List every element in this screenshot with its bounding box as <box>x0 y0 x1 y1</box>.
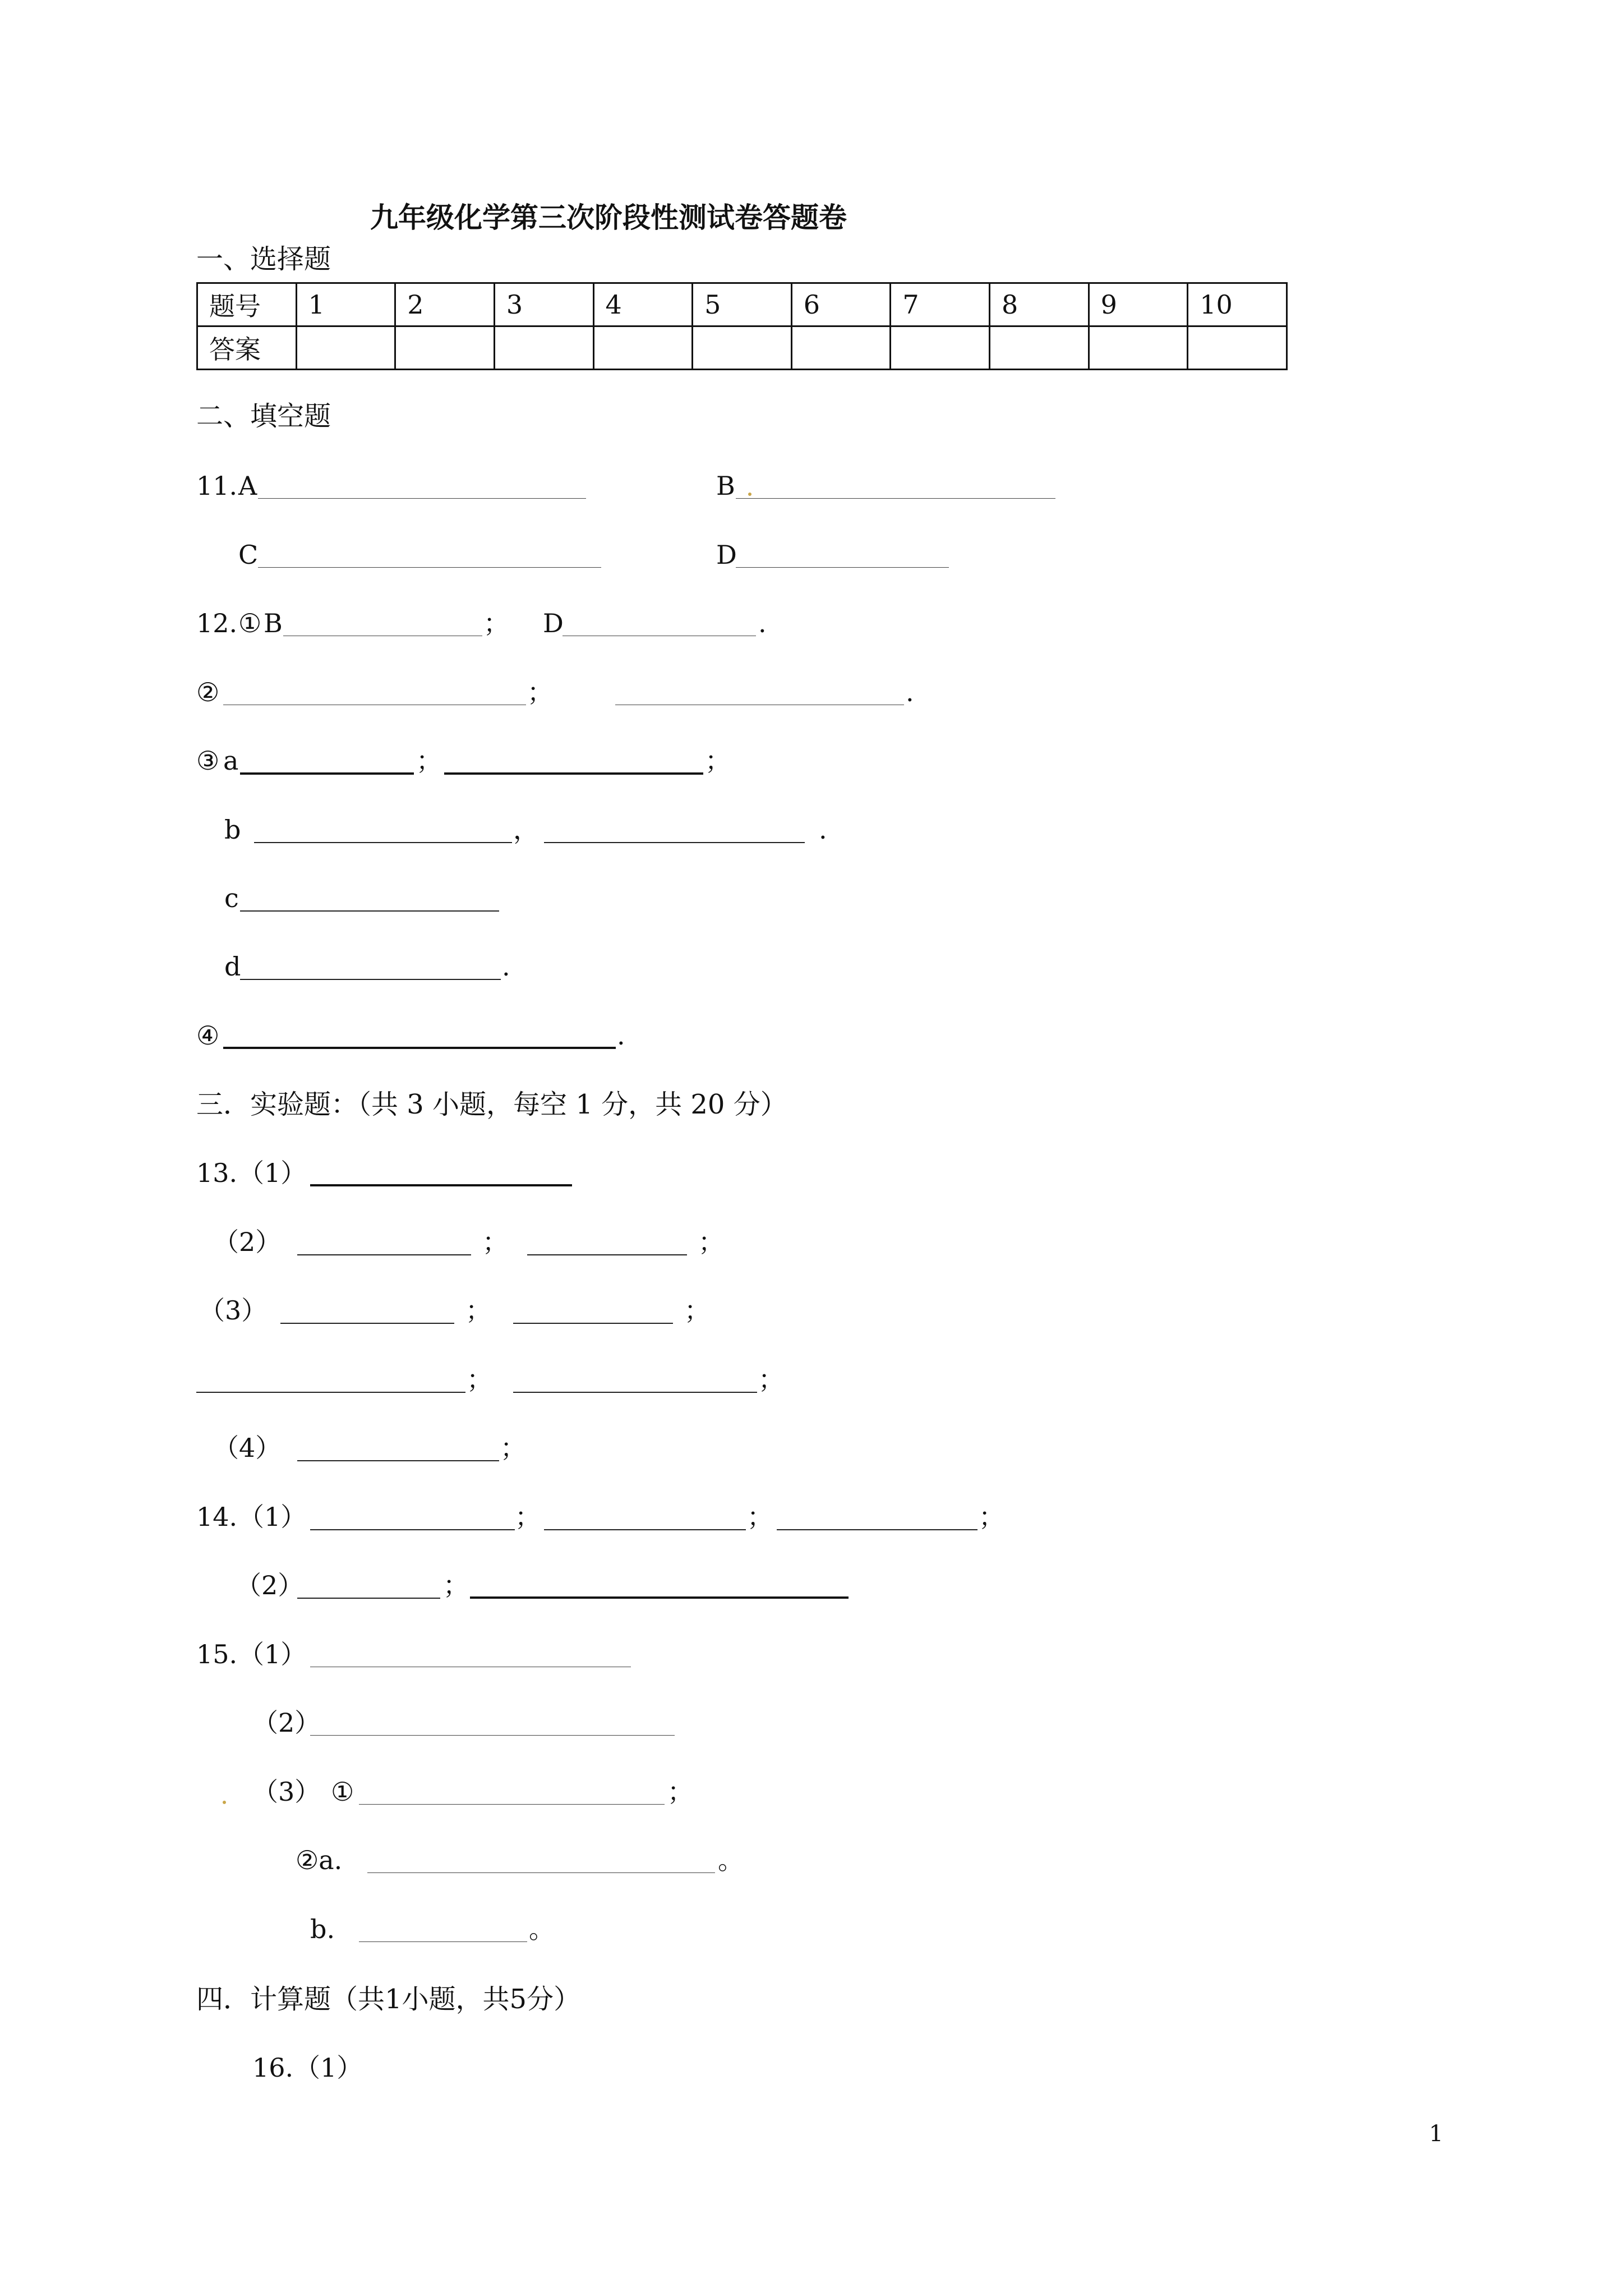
separator: ； <box>705 746 731 776</box>
period: . <box>617 1020 625 1051</box>
question-number: 9 <box>1089 283 1188 326</box>
answer-grid <box>196 282 1288 370</box>
q14-part1-label: （1） <box>238 1502 307 1532</box>
q12-part3-blank-c[interactable] <box>240 910 499 912</box>
q15-part3-blank-1[interactable] <box>359 1804 665 1805</box>
answer-cell[interactable] <box>1089 326 1188 370</box>
section-experiment-heading: 三．实验题：（共 3 小题，每空 1 分，共 20 分） <box>196 1089 787 1120</box>
q13-part2-blank-2[interactable] <box>527 1254 687 1255</box>
full-stop: 。 <box>718 1845 744 1875</box>
q12-number: 12. <box>196 608 238 638</box>
q15-part3-blank-2a[interactable] <box>367 1872 715 1873</box>
separator: ； <box>465 1295 491 1326</box>
q11-label-c: C <box>238 540 259 570</box>
question-number: 4 <box>593 283 693 326</box>
question-number: 1 <box>296 283 395 326</box>
section-fill-heading: 二、填空题 <box>196 401 331 432</box>
period: . <box>906 677 914 707</box>
q16-number: 16. <box>252 2053 294 2083</box>
q11-blank-c[interactable] <box>258 567 601 568</box>
q11-blank-a[interactable] <box>258 498 586 499</box>
answer-cell[interactable] <box>990 326 1089 370</box>
q14-number: 14. <box>196 1502 238 1532</box>
question-number: 8 <box>990 283 1089 326</box>
q12-part4-mark: ④ <box>196 1020 220 1051</box>
q13-part3-label: （3） <box>199 1295 268 1326</box>
full-stop: 。 <box>529 1914 555 1944</box>
answer-cell[interactable] <box>593 326 693 370</box>
q12-part3-blank-d[interactable] <box>240 979 501 980</box>
q11-blank-d[interactable] <box>736 567 949 568</box>
answer-row <box>197 326 1287 370</box>
answer-cell[interactable] <box>494 326 593 370</box>
q15-part2-label: （2） <box>252 1708 321 1738</box>
q12-part3-label-a: a <box>223 746 239 776</box>
separator: ； <box>416 746 442 776</box>
separator: ； <box>483 608 509 638</box>
q13-part1-label: （1） <box>238 1158 307 1188</box>
question-number: 2 <box>395 283 495 326</box>
section-choice-heading: 一、选择题 <box>196 243 331 275</box>
question-number: 6 <box>791 283 891 326</box>
q12-part3-blank-b2[interactable] <box>544 842 805 843</box>
q13-part3-blank-3[interactable] <box>196 1392 465 1393</box>
q12-part3-blank-a1[interactable] <box>240 772 414 775</box>
q14-part2-blank-1[interactable] <box>297 1598 440 1599</box>
q12-part1-mark: ① <box>238 608 262 638</box>
q15-part3-label-b: b. <box>310 1914 335 1944</box>
q14-part2-blank-2[interactable] <box>470 1596 849 1599</box>
stray-dot <box>223 1801 226 1804</box>
answer-cell[interactable] <box>791 326 891 370</box>
question-number: 7 <box>891 283 990 326</box>
question-number-row <box>197 283 1287 326</box>
q13-part2-label: （2） <box>213 1227 282 1257</box>
q12-part3-label-b: b <box>224 815 241 845</box>
q14-part1-blank-3[interactable] <box>777 1529 978 1530</box>
page-number: 1 <box>1429 2121 1444 2147</box>
separator: ； <box>979 1502 1004 1532</box>
answer-cell[interactable] <box>395 326 495 370</box>
q15-part3-blank-b[interactable] <box>359 1941 527 1942</box>
answer-cell[interactable] <box>296 326 395 370</box>
q15-part2-blank[interactable] <box>310 1735 675 1736</box>
separator: ； <box>667 1777 693 1807</box>
separator: ； <box>467 1364 492 1395</box>
q11-number: 11. <box>196 471 238 501</box>
q11-blank-b[interactable] <box>736 498 1055 499</box>
period: . <box>758 608 767 638</box>
q13-part4-blank[interactable] <box>297 1460 499 1461</box>
q13-part2-blank-1[interactable] <box>297 1254 471 1255</box>
answer-cell[interactable] <box>1188 326 1287 370</box>
question-number: 5 <box>693 283 792 326</box>
q13-part3-blank-2[interactable] <box>513 1323 673 1324</box>
row-header-label: 题号 <box>197 283 297 326</box>
q12-part1-label-d: D <box>543 608 564 638</box>
separator: ； <box>482 1227 508 1257</box>
q13-number: 13. <box>196 1158 238 1188</box>
q11-label-a: A <box>238 471 257 501</box>
q11-label-d: D <box>716 540 737 570</box>
separator: ； <box>698 1227 724 1257</box>
answer-cell[interactable] <box>891 326 990 370</box>
separator: ； <box>684 1295 710 1326</box>
question-number: 10 <box>1188 283 1287 326</box>
q15-part3-label: （3） <box>252 1777 321 1807</box>
question-number: 3 <box>494 283 593 326</box>
q12-part3-label-d: d <box>224 951 241 982</box>
period: . <box>502 951 510 982</box>
q14-part1-blank-1[interactable] <box>310 1529 515 1530</box>
q12-part4-blank[interactable] <box>223 1047 616 1049</box>
q12-part3-blank-a2[interactable] <box>444 772 703 775</box>
q15-part3-mark1: ① <box>331 1777 354 1807</box>
q12-part1-label-b: B <box>264 608 283 638</box>
q15-part3-mark2a: ②a. <box>296 1845 343 1875</box>
q12-part3-blank-b1[interactable] <box>254 842 512 843</box>
q13-part3-blank-1[interactable] <box>280 1323 454 1324</box>
separator: ； <box>758 1364 784 1395</box>
stray-dot <box>748 493 751 496</box>
q12-part3-mark: ③ <box>196 746 220 776</box>
q16-part1-label: （1） <box>294 2053 363 2083</box>
period: . <box>819 815 827 845</box>
q11-label-b: B <box>716 471 735 501</box>
row-answer-label: 答案 <box>197 326 297 370</box>
comma: ， <box>513 815 539 845</box>
q15-part1-label: （1） <box>238 1639 307 1669</box>
separator: ； <box>443 1570 469 1600</box>
separator: ； <box>747 1502 773 1532</box>
section-calculation-heading: 四．计算题（共1小题，共5分） <box>196 1984 581 2015</box>
answer-cell[interactable] <box>693 326 792 370</box>
separator: ； <box>500 1433 526 1463</box>
q13-part1-blank[interactable] <box>310 1184 572 1186</box>
q12-part3-label-c: c <box>224 883 239 913</box>
page-title: 九年级化学第三次阶段性测试卷答题卷 <box>370 201 847 234</box>
separator: ； <box>527 677 553 707</box>
q13-part4-label: （4） <box>213 1433 282 1463</box>
q12-part2-mark: ② <box>196 677 220 707</box>
q14-part2-label: （2） <box>236 1570 304 1600</box>
q13-part3-blank-4[interactable] <box>513 1392 757 1393</box>
q14-part1-blank-2[interactable] <box>544 1529 746 1530</box>
q15-number: 15. <box>196 1639 238 1669</box>
separator: ； <box>515 1502 541 1532</box>
